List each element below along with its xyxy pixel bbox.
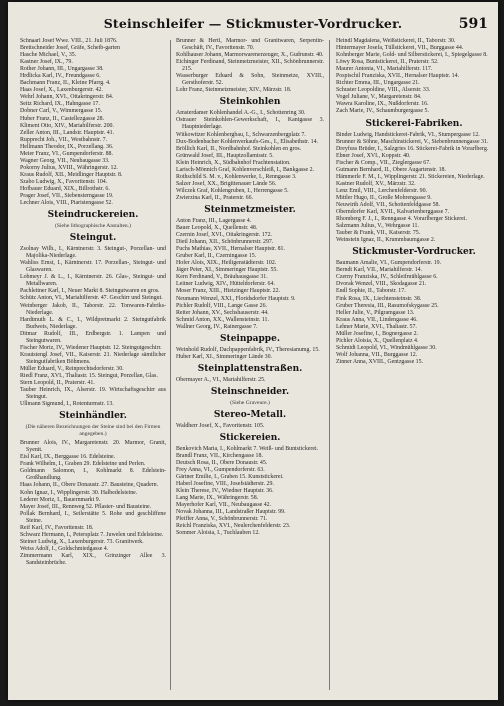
directory-entry: Deutsch Rosa, II., Obere Donaustr. 45.: [176, 460, 268, 467]
column-right: [336, 38, 492, 692]
directory-entry: Kliment Otto, XIV., Mariahilferstr. 200.: [20, 122, 114, 129]
directory-entry: Gruber Karl, II., Czerningasse 15.: [176, 253, 257, 260]
directory-entry: Maurer Antonia, VI., Mariahilferstr. 117.: [336, 66, 433, 73]
directory-entry: Pollak Bernhard, I., Seilerstätte 5. Rohe und geschliffene Steine.: [20, 510, 166, 524]
directory-entry: Wehrl Johann, XVI., Ottakringerstr. 84.: [20, 94, 114, 101]
directory-entry: Moser Franz, XIII., Hietzinger Hauptstr. 22.: [176, 288, 281, 295]
directory-entry: Oberndorfer Karl, XVII., Kalvarienberggasse 7.: [336, 209, 450, 216]
directory-entry: Endl Sophie, II., Taborstr. 17.: [336, 288, 406, 295]
directory-entry: Czernin Josef, XVI., Ottakringerstr. 172.: [176, 232, 273, 239]
directory-entry: Pichler Rudolf, VIII., Lange Gasse 26.: [176, 302, 268, 309]
directory-entry: Hofbauer Eduard, XIX., Billrothstr. 6.: [20, 185, 110, 192]
directory-entry: Zinner Anna, XVIII., Gentzgasse 15.: [336, 358, 424, 365]
directory-entry: Rothschild S. M. v., Kohlenwerke, I., Renngasse 3.: [176, 173, 297, 180]
directory-entry: Rother Johann, III., Ungargasse 38.: [20, 66, 104, 73]
directory-entry: Haberl Josefine, VIII., Josefstädterstr. 29.: [176, 481, 274, 488]
directory-entry: Anton Franz, III., Lagergasse 4.: [176, 217, 252, 224]
directory-entry: Steiner Ludwig, X., Laxenburgerstr. 73. Granitwerk.: [20, 538, 144, 545]
directory-entry: Binder Ludwig, Handstickerei-Fabrik, VI., Stumpergasse 12.: [336, 131, 480, 138]
directory-entry: Jäger Peter, XI., Simmeringer Hauptstr. 55.: [176, 267, 278, 274]
section-heading: Stickereien.: [219, 432, 281, 443]
directory-entry: Zsolnay Wilh., I., Kärntnerstr. 3. Steingut-, Porzellan- und Majolika-Niederlage.: [20, 246, 166, 260]
directory-entry: Weinhold Rudolf, Dachpappenfabrik, IV., Theresianumg. 15.: [176, 346, 320, 353]
directory-entry: Berndt Karl, VII., Mariahilferstr. 14.: [336, 267, 423, 274]
directory-entry: Gruber Theresia, III., Rasumofskygasse 25.: [336, 302, 439, 309]
directory-entry: Wallner Georg, IV., Rainergasse 7.: [176, 323, 258, 330]
directory-entry: Fischer Moriz, IV., Wiedener Hauptstr. 12. Steingutgeschirr.: [20, 344, 162, 351]
directory-entry: Rupprecht Joh., VII., Westbahnstr. 7.: [20, 136, 108, 143]
directory-entry: Dietl Johann, XII., Schönbrunnerstr. 297.: [176, 239, 274, 246]
directory-entry: Hasche Michael, V., 35.: [20, 52, 77, 59]
directory-entry: Pokorny Julius, XVIII., Währingerstr. 12.: [20, 164, 118, 171]
directory-entry: Gutmann Bernhard, II., Obere Augartenstr. 18.: [336, 166, 446, 173]
directory-entry: Pichler Aloisia, X., Quellenplatz 4.: [336, 337, 419, 344]
directory-entry: Zeller Anton, III., Landstr. Hauptstr. 41.: [20, 129, 115, 136]
directory-entry: Mayerhofer Karl, VII., Neubaugasse 42.: [176, 502, 272, 509]
directory-entry: Hofer Alois, XIX., Heiligenstädterstr. 102.: [176, 260, 277, 267]
directory-entry: Neuwirth Adolf, VII., Schottenfeldgasse 58.: [336, 201, 440, 208]
directory-entry: Prager Josef, VII., Siebensterngasse 19.: [20, 193, 114, 200]
column-divider: [170, 40, 171, 690]
directory-entry: Wagner Georg, VII., Neubaugasse 33.: [20, 157, 110, 164]
directory-entry: Grünwald Josef, III., Hauptzollamtsstr. 5.: [176, 152, 274, 159]
directory-entry: Pachleitner Karl, I., Neuer Markt 8. Steingutwaren en gros.: [20, 288, 160, 295]
directory-entry: Schwarz Hermann, I., Petersplatz 7. Juwelen und Edelsteine.: [20, 531, 164, 538]
section-heading: Steindruckereien.: [47, 210, 139, 221]
directory-page: [8, 2, 498, 700]
directory-entry: Eichinger Ferdinand, Steinmetzmeister, XII., Schönbrunnerstr. 215.: [176, 59, 324, 73]
directory-entry: Szabo Ludwig, X., Favoritenstr. 104.: [20, 178, 108, 185]
directory-entry: Dobner Carl, V., Wimmergasse 15.: [20, 108, 103, 115]
directory-entry: Tauber & Frank, VII., Kaiserstr. 75.: [336, 230, 421, 237]
directory-entry: Lobmeyr J. & L., I., Kärntnerstr. 26. Glas-, Steingut- und Metallwaren.: [20, 274, 166, 288]
column-divider: [329, 40, 330, 690]
directory-entry: Dreyfuss Brüder, I., Salzgries 16. Stickerei-Fabrik in Vorarlberg.: [336, 145, 489, 152]
section-heading: Steinhändler.: [59, 411, 127, 422]
directory-entry: Seitz Richard, IX., Hahngasse 17.: [20, 101, 100, 108]
directory-entry: Salzer Josef, XX., Brigittenauer Lände 56.: [176, 180, 277, 187]
directory-entry: Schmidt Leopold, VI., Windmühlgasse 30.: [336, 344, 437, 351]
section-heading: Steinpappe.: [220, 333, 280, 344]
directory-entry: Czerny Franziska, IV., Schleifmühlgasse 6.: [336, 274, 438, 281]
directory-entry: Wawra Karoline, IX., Nußdorferstr. 16.: [336, 101, 429, 108]
directory-entry: Ullmann Sigmund, I., Rotenturmstr. 13.: [20, 401, 114, 408]
directory-entry: Goldmann Salomon, I., Kohlmarkt 8. Edelstein-Großhandlung.: [20, 468, 166, 482]
section-heading: Steinmetzmeister.: [204, 204, 296, 215]
directory-entry: Reif Karl, IV., Favoritenstr. 18.: [20, 524, 94, 531]
directory-entry: Haas Josef, X., Laxenburgerstr. 42.: [20, 87, 103, 94]
directory-entry: Eisl Karl, IX., Berggasse 16. Edelsteine.: [20, 454, 116, 461]
directory-entry: Wilczek Graf, Kohlengruben, I., Herrengasse 5.: [176, 187, 289, 194]
directory-entry: Ditmar Rudolf, III., Erdbergstr. 1. Lampen und Steingutwaren.: [20, 330, 166, 344]
directory-entry: Lechner Alois, VIII., Piaristengasse 52.: [20, 200, 113, 207]
directory-entry: Brettschneider Josef, Gräfe, Scheib-garten: [20, 45, 120, 52]
directory-entry: Fink Rosa, IX., Liechtensteinstr. 38.: [336, 295, 422, 302]
directory-entry: Huber Franz, II., Castellezgasse 28.: [20, 115, 105, 122]
directory-entry: Huber Karl, XI., Simmeringer Lände 30.: [176, 353, 273, 360]
page-header: [8, 16, 498, 38]
directory-entry: Brunner & Söhne, Maschinstickerei, V., Siebenbrunnengasse 31.: [336, 138, 489, 145]
directory-entry: Weinstein Ignaz, II., Krummbaumgasse 2.: [336, 237, 436, 244]
directory-entry: Kohn Ignaz, I., Wipplingerstr. 30. Halbedelsteine.: [20, 489, 138, 496]
directory-entry: Klein Therese, IV., Wiedner Hauptstr. 36.: [176, 488, 274, 495]
directory-entry: Kraus Rudolf, XII., Meidlinger Hauptstr. 8.: [20, 171, 123, 178]
directory-entry: Schmid Anton, XX., Wallensteinstr. 11.: [176, 316, 269, 323]
directory-entry: Haas Johann, II., Obere Donaustr. 27. Bausteine, Quadern.: [20, 482, 159, 489]
directory-entry: Rhomberg F. J., I., Renngasse 4. Vorarlberger Stickerei.: [336, 216, 467, 223]
directory-entry: Baumann Amalie, VI., Gumpendorferstr. 19.: [336, 260, 442, 267]
directory-entry: Kastner Rudolf, XV., Märzstr. 32.: [336, 180, 416, 187]
directory-entry: Amsterdamer Kohlenhandel A.-G., I., Schottenring 30.: [176, 110, 306, 117]
directory-entry: Novak Johanna, III., Landstraßer Hauptstr. 99.: [176, 509, 286, 516]
directory-entry: Gärtner Emilie, I., Graben 15. Kunststickerei.: [176, 474, 284, 481]
directory-entry: Fuchs Mathias, XVII., Hernalser Hauptstr. 81.: [176, 246, 285, 253]
column-middle: [176, 38, 324, 692]
directory-entry: Obermayer A., VI., Mariahilferstr. 25.: [176, 376, 266, 383]
page-number: 591: [458, 16, 488, 32]
directory-entry: Kohlhauser Johann, Marmorwarenerzeuger, X., Gudrunstr. 40.: [176, 52, 324, 59]
section-heading: Stickerei-Fabriken.: [365, 118, 463, 129]
directory-entry: Mayer Josef, III., Rennweg 52. Pflaster- und Bausteine.: [20, 503, 152, 510]
directory-entry: Hrdlicka Karl, IV., Freundgasse 6.: [20, 73, 101, 80]
directory-entry: Dvorak Wenzel, VIII., Skodagasse 21.: [336, 281, 427, 288]
directory-entry: Waldherr Josef, X., Favoritenstr. 105.: [176, 422, 265, 429]
directory-entry: Brunner & Hertl, Marmor- und Granitwaren, Serpentin-Geschäft, IV., Favoritenstr. 70.: [176, 38, 324, 52]
directory-entry: Ostrauer Steinkohlen-Gewerkschaft, I., Kantgasse 3. Hauptniederlage.: [176, 117, 324, 131]
directory-entry: Benkovich Maria, I., Kohlmarkt 7. Weiß- und Buntstickerei.: [176, 445, 319, 452]
directory-entry: Kastner Josef, IX., 79.: [20, 59, 73, 66]
directory-entry: Leitner Ludwig, XIV., Hütteldorferstr. 64.: [176, 281, 275, 288]
directory-entry: Heller Julie, V., Pilgramgasse 13.: [336, 309, 415, 316]
directory-entry: Kern Ferdinand, V., Bräuhausgasse 31.: [176, 274, 268, 281]
directory-entry: Krautstengl Josef, VII., Kaiserstr. 21. Niederlage sämtlicher Steingutfabriken Böhmens.: [20, 351, 166, 365]
directory-entry: Brandl Franz, VII., Kirchengasse 18.: [176, 452, 263, 459]
directory-entry: Weinberger Jakob, II., Taborstr. 22. Tonwaren-Fabriks-Niederlage.: [20, 302, 166, 316]
section-note: (Siehe lithographische Anstalten.): [55, 223, 131, 230]
directory-entry: Richter Emma, III., Ungargasse 21.: [336, 80, 420, 87]
directory-entry: Mittler Hugo, II., Große Mohrengasse 9.: [336, 194, 432, 201]
section-heading: Steinplattenstraßen.: [197, 363, 303, 374]
directory-entry: Müller Josefine, I., Bognergasse 2.: [336, 330, 419, 337]
directory-entry: Lehner Marie, XVI., Thaliastr. 57.: [336, 323, 417, 330]
directory-entry: Wasserburger Eduard & Sohn, Steinmetze, XVIII., Gersthoferstr. 52.: [176, 73, 324, 87]
directory-entry: Witkowitzer Kohlenbergbau, I., Schwarzenbergplatz 7.: [176, 131, 306, 138]
directory-entry: Vogel Juliane, V., Margaretenstr. 84.: [336, 94, 422, 101]
directory-entry: Hämmerle F. M., I., Wipplingerstr. 21. Stickereien, Niederlage.: [336, 173, 485, 180]
directory-entry: Bröllich Karl, II., Nordbahnhof. Steinkohlen en gros.: [176, 145, 302, 152]
directory-entry: Sommer Aloisia, I., Tuchlauben 12.: [176, 530, 260, 537]
directory-entry: Zwierzina Karl, II., Praterstr. 66.: [176, 194, 254, 201]
directory-entry: Kraus Anna, VII., Lindengasse 46.: [336, 316, 418, 323]
directory-entry: Tauber Heinrich, IX., Alserstr. 19. Wirtschaftsgeschirr aus Steingut.: [20, 387, 166, 401]
directory-entry: Klein Heinrich, X., Südbahnhof Frachtenstation.: [176, 159, 291, 166]
directory-entry: Riedl Franz, XVI., Thaliastr. 15. Steingut, Porzellan, Glas.: [20, 372, 158, 379]
directory-entry: Reichl Franziska, XVI., Neulerchenfelderstr. 23.: [176, 523, 291, 530]
directory-entry: Zimmermann Karl, XIX., Grinzinger Allee 3. Sandsteinbrüche.: [20, 552, 166, 566]
directory-entry: Hellmann Theodor, IX., Porzellang. 36.: [20, 143, 114, 150]
directory-entry: Heindl Magdalena, Weißstickerei, II., Taborstr. 30.: [336, 38, 456, 44]
directory-entry: Wolf Johanna, VII., Burggasse 12.: [336, 351, 418, 358]
directory-entry: Zach Marie, IV., Schaumburgergasse 5.: [336, 108, 429, 115]
directory-entry: Ebner Josef, XVI., Koppstr. 40.: [336, 152, 411, 159]
section-note: (Die näheren Bezeichnungen der Steine sind bei den Firmen angegeben.): [25, 424, 161, 438]
directory-entry: Larisch-Mönnich Graf, Kohlenverschleiß, I., Bankgasse 2.: [176, 166, 315, 173]
page-title: Steinschleifer — Stickmuster-Vordrucker.: [103, 16, 403, 31]
directory-entry: Löwy Rosa, Buntstickerei, II., Praterstr. 52.: [336, 59, 439, 66]
section-heading: Steinkohlen: [219, 97, 281, 108]
directory-entry: Schütz Anton, VI., Mariahilferstr. 47. Geschirr und Steingut.: [20, 295, 163, 302]
directory-entry: Bauer Leopold, X., Quellenstr. 48.: [176, 225, 258, 232]
directory-entry: Neumann Wenzel, XXI., Floridsdorfer Hauptstr. 9.: [176, 295, 296, 302]
directory-entry: Lohr Franz, Steinmetzmeister, XIV., Märzstr. 18.: [176, 87, 292, 94]
section-heading: Stickmuster-Vordrucker.: [352, 247, 476, 258]
section-heading: Steingut.: [69, 233, 117, 244]
directory-entry: Hintermayer Josefa, Tüllstickerei, VII., Burggasse 44.: [336, 45, 464, 52]
directory-entry: Lang Marie, IX., Währingerstr. 58.: [176, 495, 259, 502]
column-left: [20, 38, 166, 692]
directory-entry: Wahliss Ernst, I., Kärntnerstr. 17. Porzellan-, Steingut- und Glaswaren.: [20, 260, 166, 274]
directory-entry: Müller Eduard, V., Reinprechtsdorferstr. 30.: [20, 365, 124, 372]
directory-entry: Salzmann Julius, V., Wehrgasse 11.: [336, 223, 419, 230]
directory-entry: Schnaarl Josef Wwe. VIII., 21. Juli 1876.: [20, 38, 118, 44]
directory-entry: Lederer Moriz, I., Bauernmarkt 9.: [20, 496, 101, 503]
directory-entry: Bachmann Franz, II., Kleine Pfarrg. 4.: [20, 80, 111, 87]
directory-entry: Meier Franz, VI., Gumpendorferstr. 88.: [20, 150, 113, 157]
directory-entry: Reiter Johann, XV., Sechshauserstr. 44.: [176, 309, 269, 316]
directory-entry: Fischer & Comp., VII., Zieglergasse 67.: [336, 159, 431, 166]
directory-entry: Schuster Leopoldine, VIII., Alserstr. 33.: [336, 87, 431, 94]
directory-entry: Stern Leopold, II., Praterstr. 41.: [20, 380, 95, 387]
directory-entry: Hardtmuth L. & C., I., Wildpretmarkt 2. Steingutfabrik Budweis, Niederlage.: [20, 316, 166, 330]
directory-entry: Pospischil Franziska, XVII., Hernalser Hauptstr. 14.: [336, 73, 460, 80]
directory-entry: Frank Wilhelm, I., Graben 29. Edelsteine und Perlen.: [20, 461, 146, 468]
directory-entry: Brunner Alois, IV., Margaretenstr. 20. Marmor, Granit, Syenit.: [20, 440, 166, 454]
directory-entry: Pfeiffer Anna, V., Schönbrunnerstr. 71.: [176, 516, 268, 523]
section-heading: Stereo-Metall.: [213, 409, 287, 420]
directory-entry: Kohnberger Marie, Gold- und Silberstickerei, I., Spiegelgasse 8.: [336, 52, 488, 59]
directory-entry: Dux-Bodenbacher Kohlenverkaufs-Ges., I., Elisabethstr. 14.: [176, 138, 318, 145]
directory-entry: Frey Anna, VI., Gumpendorferstr. 63.: [176, 467, 265, 474]
section-heading: Steinschneider.: [210, 386, 290, 397]
directory-entry: Weiss Adolf, I., Goldschmiedgasse 4.: [20, 545, 109, 552]
section-note: (Siehe Graveure.): [230, 399, 270, 406]
directory-entry: Lenz Emil, VIII., Lerchenfelderstr. 90.: [336, 187, 427, 194]
